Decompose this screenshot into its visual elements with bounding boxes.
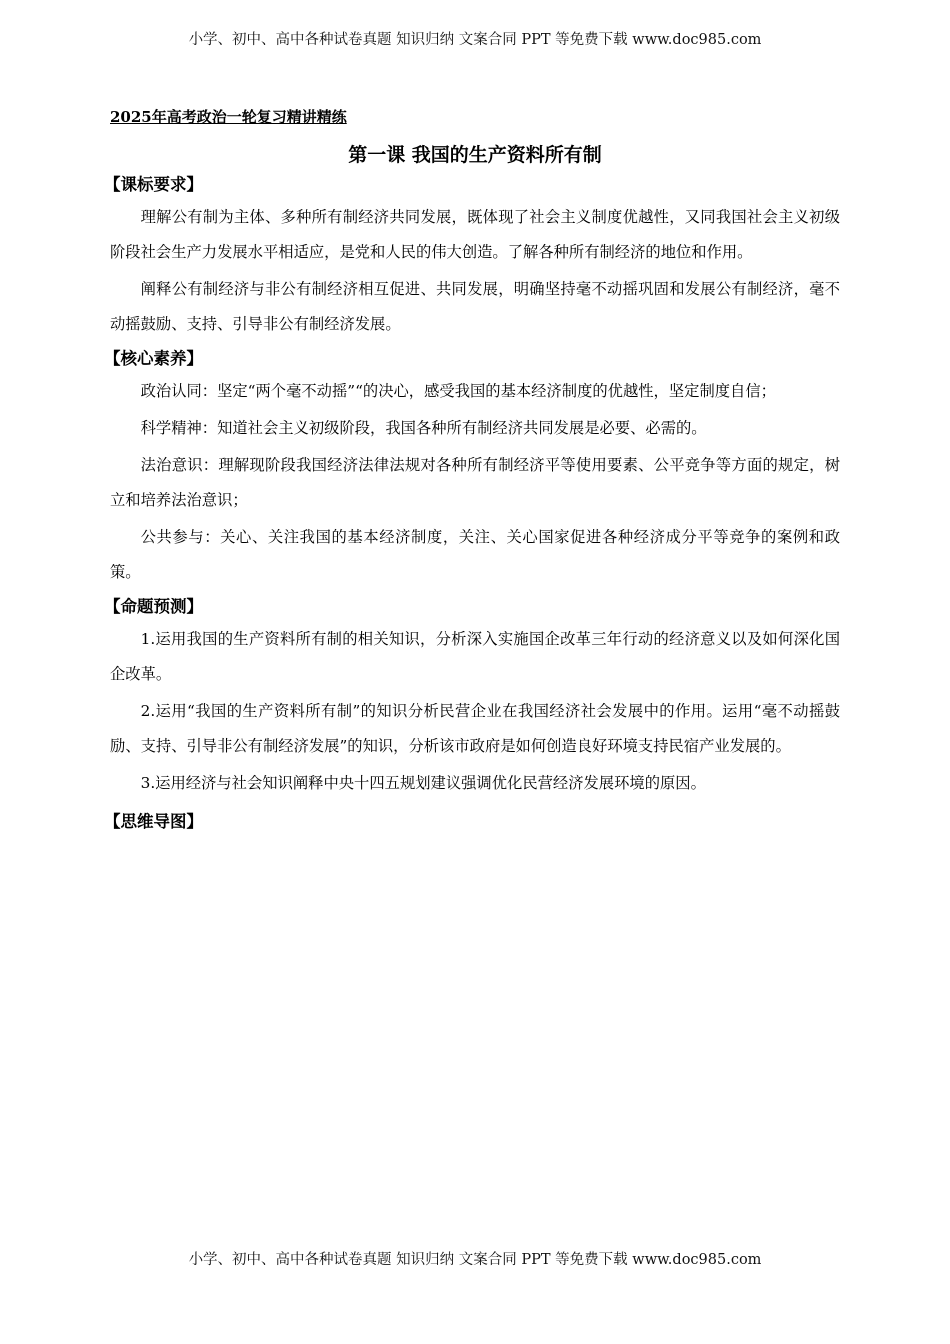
section-heading: 【课标要求】 — [104, 175, 203, 194]
paragraph: 1.运用我国的生产资料所有制的相关知识，分析深入实施国企改革三年行动的经济意义以及如何深化国企改革。 — [110, 630, 840, 683]
section-heading: 【命题预测】 — [104, 597, 203, 616]
section-mind-map — [104, 807, 840, 837]
paragraph: 理解公有制为主体、多种所有制经济共同发展，既体现了社会主义制度优越性，又同我国社会主义初级阶段社会生产力发展水平相适应，是党和人民的伟大创造。了解各种所有制经济的地位和作用。 — [110, 208, 840, 261]
document-subtitle: 2025年高考政治一轮复习精讲精练 — [110, 108, 347, 126]
section-exam-predictions — [104, 592, 840, 801]
lesson-title: 第一课 我国的生产资料所有制 — [348, 144, 602, 166]
paragraph: 公共参与：关心、关注我国的基本经济制度，关注、关心国家促进各种经济成分平等竞争的案例和政策。 — [110, 528, 840, 581]
paragraph: 科学精神：知道社会主义初级阶段，我国各种所有制经济共同发展是必要、必需的。 — [140, 419, 707, 437]
section-curriculum-requirements — [104, 170, 840, 342]
paragraph: 3.运用经济与社会知识阐释中央十四五规划建议强调优化民营经济发展环境的原因。 — [140, 774, 706, 792]
paragraph: 政治认同：坚定“两个毫不动摇”“的决心，感受我国的基本经济制度的优越性，坚定制度自信； — [140, 382, 776, 400]
paragraph: 阐释公有制经济与非公有制经济相互促进、共同发展，明确坚持毫不动摇巩固和发展公有制经济，毫不动摇鼓励、支持、引导非公有制经济发展。 — [110, 280, 840, 333]
document-body — [104, 104, 840, 837]
header-banner: 小学、初中、高中各种试卷真题 知识归纳 文案合同 PPT 等免费下载 www.doc985.com — [188, 32, 762, 48]
section-core-competencies — [104, 344, 840, 590]
section-heading: 【思维导图】 — [104, 812, 203, 831]
section-heading: 【核心素养】 — [104, 349, 203, 368]
paragraph: 2.运用“我国的生产资料所有制”的知识分析民营企业在我国经济社会发展中的作用。运用“毫不动摇鼓励、支持、引导非公有制经济发展”的知识，分析该市政府是如何创造良好环境支持民宿产业发展的。 — [110, 702, 840, 755]
footer-banner: 小学、初中、高中各种试卷真题 知识归纳 文案合同 PPT 等免费下载 www.doc985.com — [188, 1252, 762, 1268]
paragraph: 法治意识：理解现阶段我国经济法律法规对各种所有制经济平等使用要素、公平竞争等方面的规定，树立和培养法治意识； — [110, 456, 840, 509]
